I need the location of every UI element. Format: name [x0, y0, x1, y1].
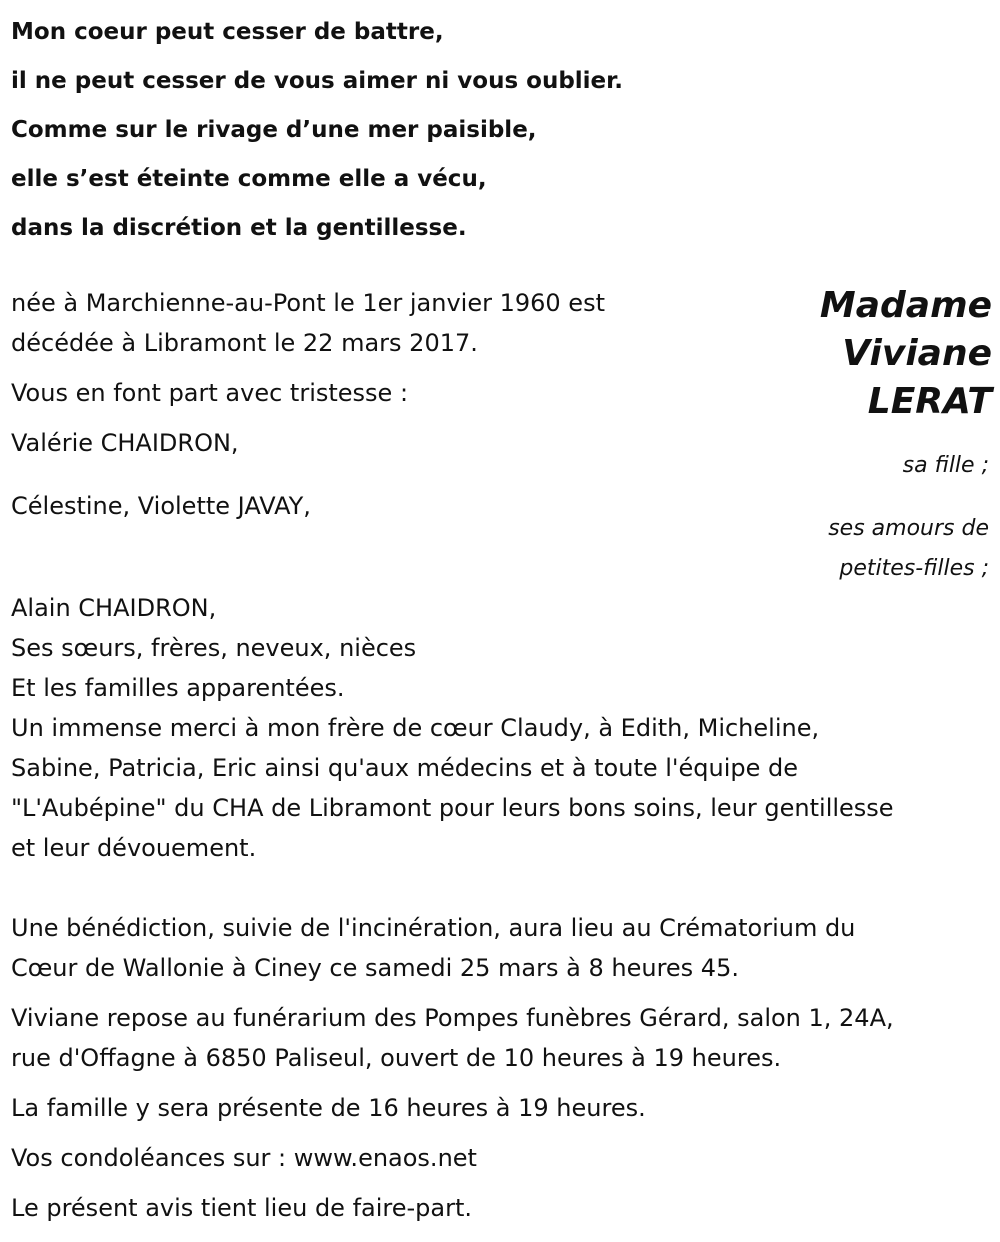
family-line: Et les familles apparentées. [11, 674, 345, 702]
thanks-line: Sabine, Patricia, Eric ainsi qu'aux médecins et à toute l'équipe de [11, 754, 799, 782]
ceremony-info [11, 908, 991, 988]
ceremony-line: Cœur de Wallonie à Ciney ce samedi 25 mars à 8 heures 45. [11, 954, 739, 982]
ceremony-line: Une bénédiction, suivie de l'incinération, aura lieu au Crématorium du [11, 914, 856, 942]
family-and-thanks [11, 588, 991, 868]
deceased-last-name: LERAT [867, 381, 992, 422]
family-presence: La famille y sera présente de 16 heures à 19 heures. [11, 1094, 646, 1122]
granddaughters-role-line: petites-filles ; [839, 556, 989, 581]
granddaughters-names: Célestine, Violette JAVAY, [11, 492, 311, 520]
poem-line: Comme sur le rivage d’une mer paisible, [11, 117, 537, 143]
closing-note: Le présent avis tient lieu de faire-part. [11, 1194, 473, 1222]
announcement: Vous en font part avec tristesse : [11, 379, 409, 407]
deceased-first-name: Viviane [842, 333, 992, 374]
poem-line: il ne peut cesser de vous aimer ni vous oublier. [11, 68, 623, 94]
visitation-info [11, 998, 991, 1078]
death-line: décédée à Libramont le 22 mars 2017. [11, 329, 478, 357]
poem-line: Mon coeur peut cesser de battre, [11, 19, 444, 45]
visitation-line: Viviane repose au funérarium des Pompes funèbres Gérard, salon 1, 24A, [11, 1004, 894, 1032]
granddaughters-role [828, 509, 989, 589]
condolences: Vos condoléances sur : www.enaos.net [11, 1144, 477, 1172]
family-line: Ses sœurs, frères, neveux, nièces [11, 634, 417, 662]
poem-line: dans la discrétion et la gentillesse. [11, 215, 467, 241]
birth-death-info [11, 283, 991, 363]
thanks-line: "L'Aubépine" du CHA de Libramont pour leurs bons soins, leur gentillesse [11, 794, 894, 822]
thanks-line: et leur dévouement. [11, 834, 257, 862]
thanks-line: Un immense merci à mon frère de cœur Claudy, à Edith, Micheline, [11, 714, 820, 742]
deceased-title: Madame [819, 285, 992, 326]
daughter-role: sa fille ; [902, 453, 989, 478]
daughter-name: Valérie CHAIDRON, [11, 429, 239, 457]
visitation-line: rue d'Offagne à 6850 Paliseul, ouvert de 10 heures à 19 heures. [11, 1044, 782, 1072]
family-line: Alain CHAIDRON, [11, 594, 217, 622]
birth-line: née à Marchienne-au-Pont le 1er janvier 1960 est [11, 289, 605, 317]
granddaughters-role-line: ses amours de [828, 516, 989, 541]
opening-poem [11, 8, 771, 253]
poem-line: elle s’est éteinte comme elle a vécu, [11, 166, 487, 192]
